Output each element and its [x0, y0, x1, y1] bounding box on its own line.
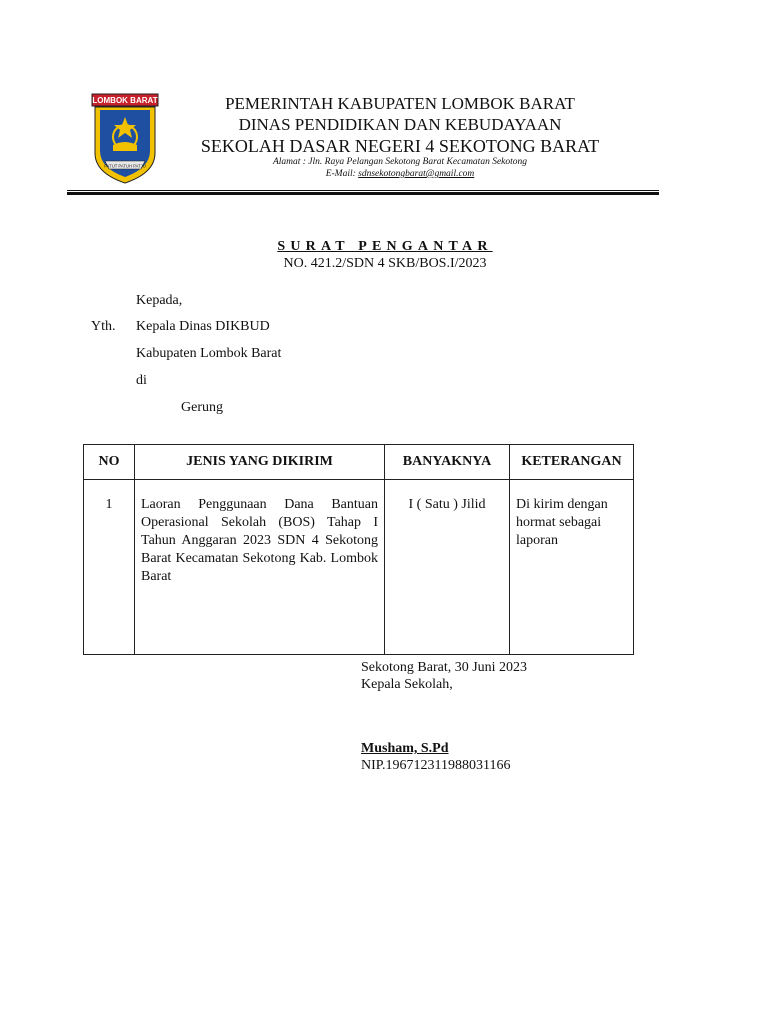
recipient-region: Kabupaten Lombok Barat — [136, 346, 282, 361]
cell-no: 1 — [84, 480, 135, 655]
cell-keterangan: Di kirim dengan hormat sebagai laporan — [510, 480, 634, 655]
logo-text-bottom: PATUT PATUH PATJU — [104, 163, 146, 169]
header-divider-thin — [67, 190, 659, 191]
cell-banyaknya: I ( Satu ) Jilid — [385, 480, 510, 655]
letter-title: SURAT PENGANTAR — [277, 239, 493, 254]
header-jenis: JENIS YANG DIKIRIM — [135, 445, 385, 480]
items-table — [83, 444, 634, 655]
header-line-3: SEKOLAH DASAR NEGERI 4 SEKOTONG BARAT — [200, 136, 600, 156]
header-no: NO — [84, 445, 135, 480]
recipient-place: Gerung — [181, 400, 223, 415]
table-row — [84, 480, 634, 655]
header-line-2: DINAS PENDIDIKAN DAN KEBUDAYAAN — [238, 115, 562, 134]
school-logo — [91, 93, 159, 185]
yth-label: Yth. — [91, 319, 116, 334]
di-label: di — [136, 373, 147, 388]
header-keterangan: KETERANGAN — [510, 445, 634, 480]
recipient: Kepala Dinas DIKBUD — [136, 319, 270, 334]
place-date: Sekotong Barat, 30 Juni 2023 — [361, 660, 528, 675]
signer-position: Kepala Sekolah, — [361, 677, 453, 692]
cell-jenis: Laoran Penggunaan Dana Bantuan Operasional Sekolah (BOS) Tahap I Tahun Anggaran 2023 SDN 4 Sekotong Barat Kecamatan Sekotong Kab. Lombok Barat — [135, 480, 385, 655]
letter-number: NO. 421.2/SDN 4 SKB/BOS.I/2023 — [283, 256, 487, 271]
header-email-line — [150, 169, 650, 179]
header-address: Alamat : Jln. Raya Pelangan Sekotong Barat Kecamatan Sekotong — [272, 157, 528, 167]
header-line-1: PEMERINTAH KABUPATEN LOMBOK BARAT — [225, 94, 575, 113]
email-link[interactable]: sdnsekotongbarat@gmail.com — [358, 169, 475, 179]
header-divider-thick — [67, 192, 659, 195]
table-header-row — [84, 445, 634, 480]
header-banyaknya: BANYAKNYA — [385, 445, 510, 480]
signer-nip: NIP.196712311988031166 — [361, 758, 511, 773]
signer-name: Musham, S.Pd — [361, 741, 449, 756]
to-label: Kepada, — [136, 293, 183, 308]
email-label: E-Mail: — [325, 169, 359, 179]
logo-text-top: LOMBOK BARAT — [92, 96, 158, 105]
